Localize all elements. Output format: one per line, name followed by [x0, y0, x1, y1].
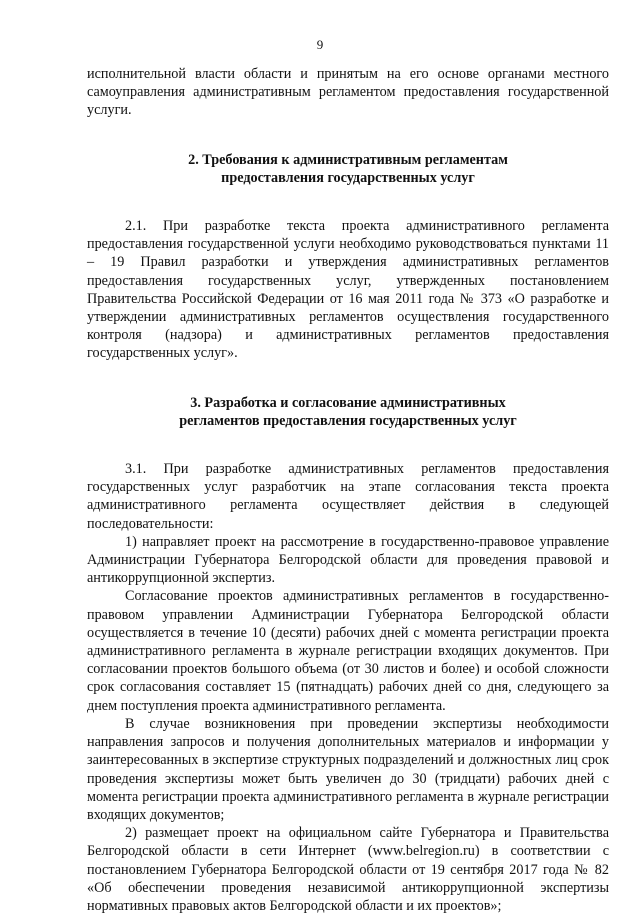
page-number: 9 — [316, 37, 324, 52]
paragraph-approval-terms: Согласование проектов административных регламентов в государственно-правовом управлении Администрации Губернатора Белгородской области осуществляется в течение 10 (десяти) рабочих дней с момента регистрации проекта административного регламента в журнале регистрации входящих документов. При согласовании проектов большого объема (от 30 листов и более) и особой сложности срок согласования составляет 15 (пятнадцать) рабочих дней со дня, следующего за днем поступления проекта административного регламента. — [87, 588, 609, 714]
paragraph-extension-terms: В случае возникновения при проведении экспертизы необходимости направления запросов и получения дополнительных материалов и информации у заинтересованных в экспертизе структурных подразделений и должностных лиц срок проведения экспертизы может быть увеличен до 30 (тридцати) рабочих дней с момента регистрации проекта административного регламента в журнале регистрации входящих документов; — [87, 715, 609, 823]
section-2-heading-line-2: предоставления государственных услуг — [221, 169, 475, 186]
paragraph-3-1: 3.1. При разработке административных регламентов предоставления государственных услуг разработчик на этапе согласования текста проекта административного регламента осуществляет действия в следующей последовательности: — [87, 461, 609, 532]
section-3-heading — [87, 394, 609, 430]
intro-paragraph: исполнительной власти области и принятым на его основе органами местного самоуправления административным регламентом предоставления государственной услуги. — [87, 66, 609, 119]
document-body — [87, 65, 609, 915]
paragraph-3-1-item-2: 2) размещает проект на официальном сайте Губернатора и Правительства Белгородской области в сети Интернет (www.belregion.ru) в соответствии с постановлением Губернатора Белгородской области от 19 сентября 2017 года № 82 «Об обеспечении проведения независимой антикоррупционной экспертизы нормативных правовых актов Белгородской области и их проектов»; — [87, 825, 609, 914]
section-3-heading-line-2: регламентов предоставления государственных услуг — [179, 412, 517, 429]
section-2-heading — [87, 151, 609, 187]
section-2-heading-line-1: 2. Требования к административным регламентам — [188, 151, 508, 168]
paragraph-3-1-item-1: 1) направляет проект на рассмотрение в государственно-правовое управление Администрации Губернатора Белгородской области для проведения правовой и антикоррупционной экспертиз. — [87, 533, 609, 587]
paragraph-2-1: 2.1. При разработке текста проекта административного регламента предоставления государственной услуги необходимо руководствоваться пунктами 11 – 19 Правил разработки и утверждения административных регламентов предоставления государственных услуг, утвержденных постановлением Правительства Российской Федерации от 16 мая 2011 года № 373 «О разработке и утверждении административных регламентов осуществления государственного контроля (надзора) и административных регламентов предоставления государственных услуг». — [87, 218, 609, 362]
section-3-heading-line-1: 3. Разработка и согласование административных — [190, 394, 506, 411]
